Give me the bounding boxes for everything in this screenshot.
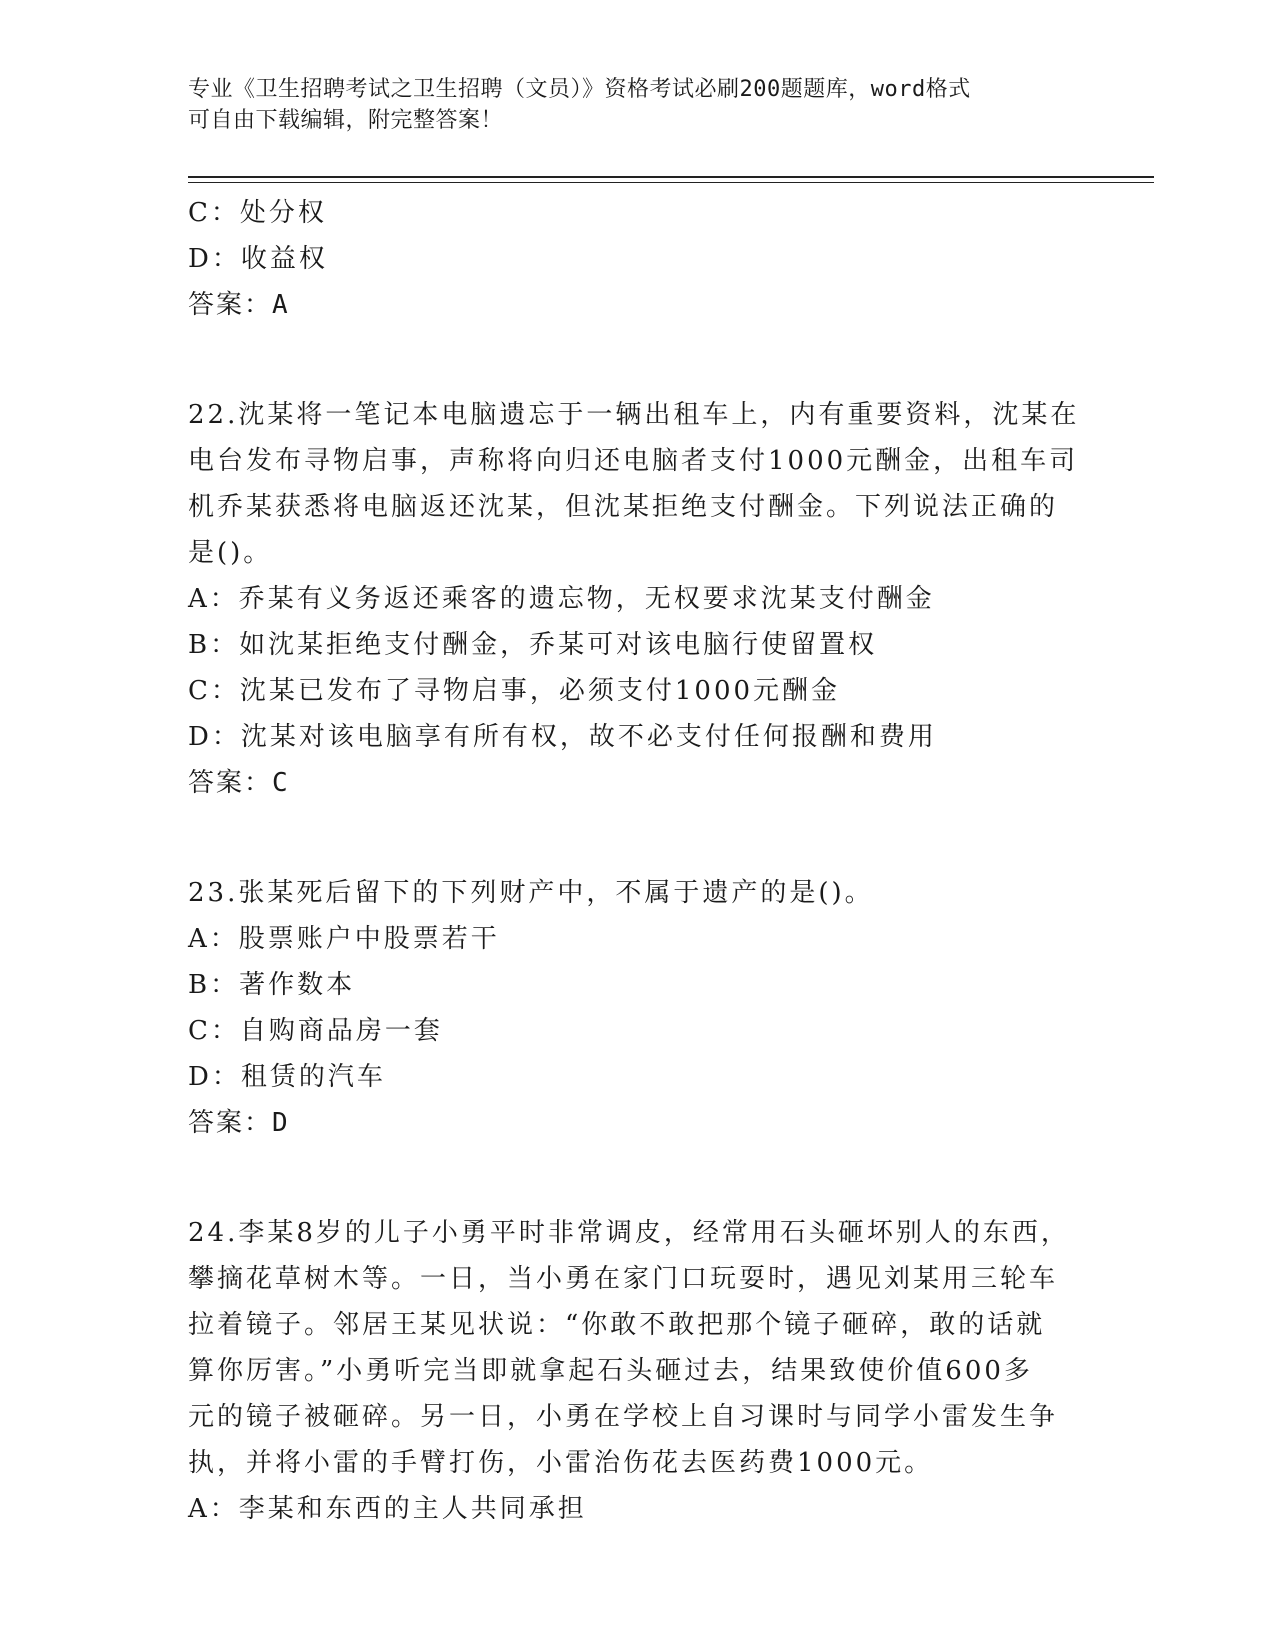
option-b: B：著作数本 (188, 970, 356, 1000)
option-c: C：自购商品房一套 (188, 1016, 443, 1046)
document-body (188, 190, 1080, 1532)
question-stem-line: 元的镜子被砸碎。另一日，小勇在学校上自习课时与同学小雷发生争 (188, 1402, 1059, 1432)
question-23 (188, 870, 1068, 1146)
spacer (188, 328, 1068, 392)
question-stem-line: 23.张某死后留下的下列财产中，不属于遗产的是()。 (188, 878, 874, 908)
question-stem-line: 机乔某获悉将电脑返还沈某，但沈某拒绝支付酬金。下列说法正确的 (188, 492, 1059, 522)
option-c: C：处分权 (188, 198, 327, 228)
document-header (188, 74, 1068, 136)
answer-line: 答案：A (188, 290, 290, 320)
spacer (188, 1146, 1068, 1210)
question-stem-line: 24.李某8岁的儿子小勇平时非常调皮，经常用石头砸坏别人的东西， (188, 1218, 1070, 1248)
option-a: A：李某和东西的主人共同承担 (188, 1494, 587, 1524)
option-a: A：乔某有义务返还乘客的遗忘物，无权要求沈某支付酬金 (188, 584, 935, 614)
question-21-partial (188, 190, 1068, 328)
option-a: A：股票账户中股票若干 (188, 924, 500, 954)
header-divider-thick (188, 176, 1154, 178)
option-b: B：如沈某拒绝支付酬金，乔某可对该电脑行使留置权 (188, 630, 878, 660)
answer-line: 答案：D (188, 1108, 290, 1138)
question-stem-line: 22.沈某将一笔记本电脑遗忘于一辆出租车上，内有重要资料，沈某在 (188, 400, 1080, 430)
question-stem-line: 拉着镜子。邻居王某见状说：“你敢不敢把那个镜子砸碎，敢的话就 (188, 1310, 1046, 1340)
question-22 (188, 392, 1080, 806)
question-stem-line: 电台发布寻物启事，声称将向归还电脑者支付1000元酬金，出租车司 (188, 446, 1079, 476)
header-title-line-2: 可自由下载编辑，附完整答案！ (188, 108, 504, 133)
option-d: D：沈某对该电脑享有所有权，故不必支付任何报酬和费用 (188, 722, 937, 752)
spacer (188, 806, 1068, 870)
answer-line: 答案：C (188, 768, 290, 798)
question-stem-line: 执，并将小雷的手臂打伤，小雷治伤花去医药费1000元。 (188, 1448, 934, 1478)
header-divider-thin (188, 182, 1154, 183)
question-24 (188, 1210, 1068, 1532)
option-d: D：租赁的汽车 (188, 1062, 386, 1092)
header-title-line-1: 专业《卫生招聘考试之卫生招聘（文员）》资格考试必刷200题题库，word格式 (188, 77, 971, 102)
question-stem-line: 攀摘花草树木等。一日，当小勇在家门口玩耍时，遇见刘某用三轮车 (188, 1264, 1059, 1294)
question-stem-line: 算你厉害。”小勇听完当即就拿起石头砸过去，结果致使价值600多 (188, 1356, 1033, 1386)
option-c: C：沈某已发布了寻物启事，必须支付1000元酬金 (188, 676, 841, 706)
option-d: D：收益权 (188, 244, 328, 274)
question-stem-line: 是()。 (188, 538, 273, 568)
